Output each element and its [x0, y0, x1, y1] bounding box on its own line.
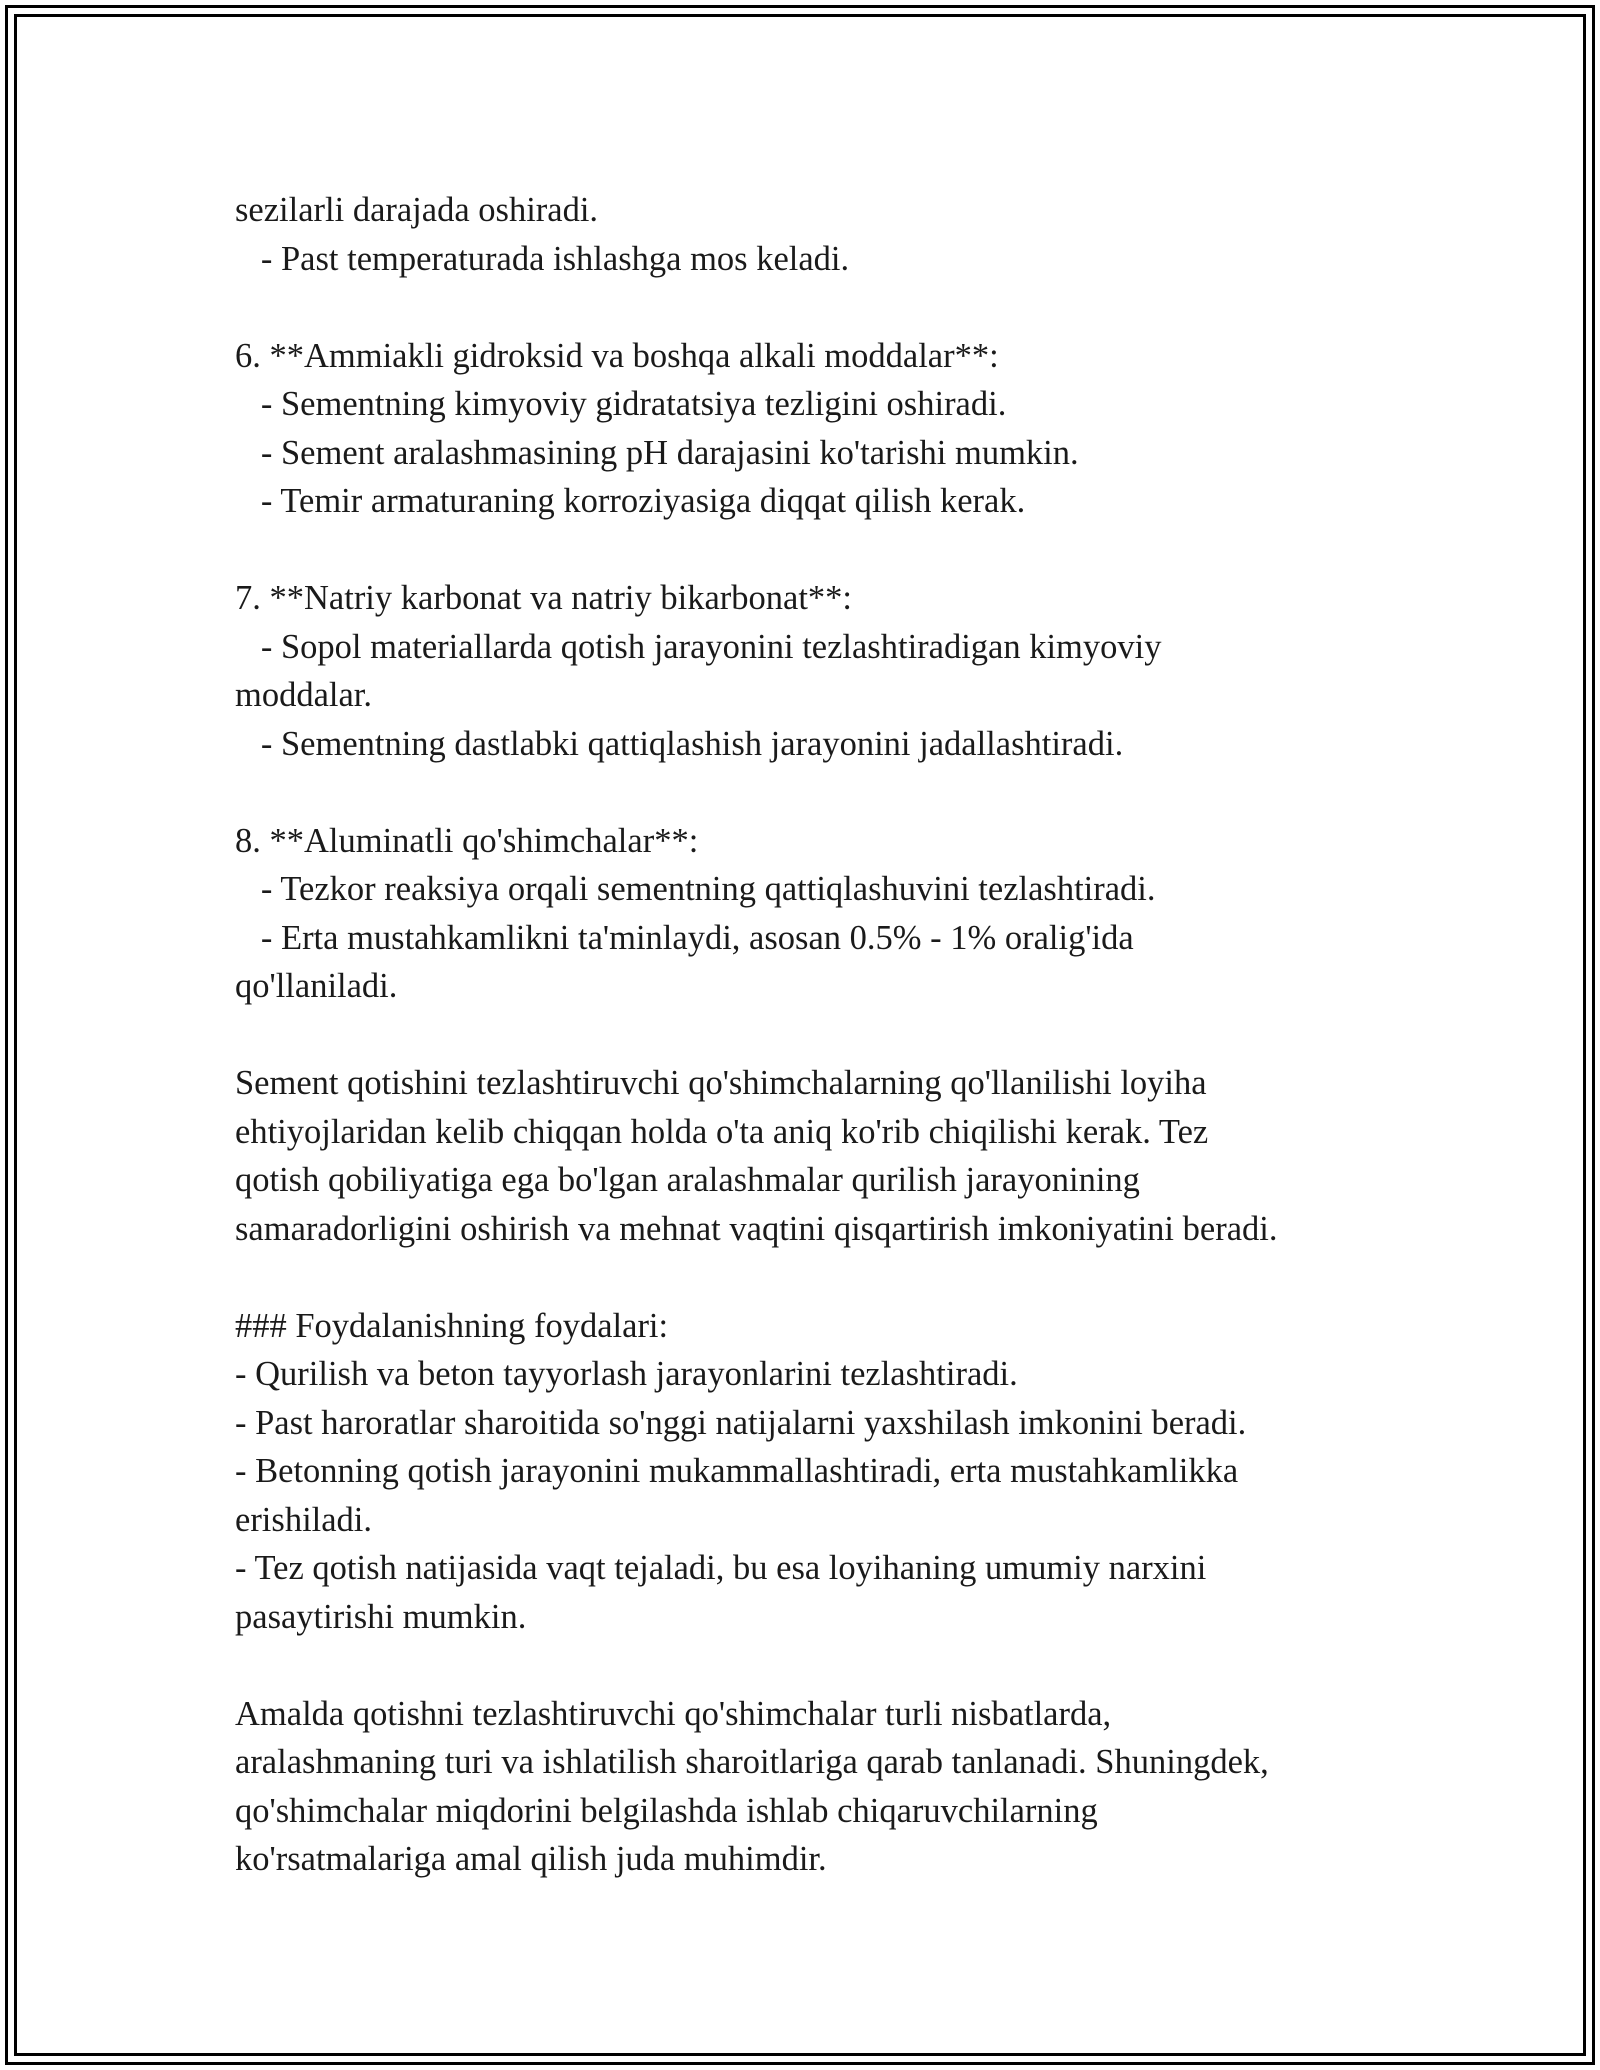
- text-line: ### Foydalanishning foydalari:: [235, 1306, 669, 1345]
- text-line: - Sopol materiallarda qotish jarayonini tezlashtiradigan kimyoviy: [235, 627, 1162, 666]
- text-line: - Qurilish va beton tayyorlash jarayonlarini tezlashtiradi.: [235, 1355, 1018, 1393]
- blank-line: [235, 1641, 1395, 1690]
- text-line: 7. **Natriy karbonat va natriy bikarbonat**:: [235, 579, 852, 617]
- text-line: - Sementning kimyoviy gidratatsiya tezligini oshiradi.: [235, 385, 1007, 423]
- text-line: - Erta mustahkamlikni ta'minlaydi, asosan 0.5% - 1% oralig'ida: [235, 918, 1134, 957]
- text-line: qotish qobiliyatiga ega bo'lgan aralashmalar qurilish jarayonining: [235, 1161, 1140, 1199]
- text-line: - Tez qotish natijasida vaqt tejaladi, bu esa loyihaning umumiy narxini: [235, 1549, 1207, 1587]
- text-line: - Tezkor reaksiya orqali sementning qattiqlashuvini tezlashtiradi.: [235, 870, 1156, 908]
- text-line: moddalar.: [235, 676, 373, 714]
- blank-line: [235, 526, 1395, 575]
- text-line: ko'rsatmalariga amal qilish juda muhimdir.: [235, 1840, 827, 1878]
- document-body: [235, 186, 1395, 1884]
- text-line: ehtiyojlaridan kelib chiqqan holda o'ta aniq ko'rib chiqilishi kerak. Tez: [235, 1112, 1209, 1151]
- text-line: Amalda qotishni tezlashtiruvchi qo'shimchalar turli nisbatlarda,: [235, 1694, 1112, 1733]
- text-line: qo'shimchalar miqdorini belgilashda ishlab chiqaruvchilarning: [235, 1791, 1098, 1830]
- blank-line: [235, 768, 1395, 817]
- text-line: - Sement aralashmasining pH darajasini ko'tarishi mumkin.: [235, 433, 1079, 472]
- text-line: erishiladi.: [235, 1500, 373, 1539]
- text-line: aralashmaning turi va ishlatilish sharoitlariga qarab tanlanadi. Shuningdek,: [235, 1743, 1269, 1781]
- text-line: sezilarli darajada oshiradi.: [235, 191, 599, 229]
- text-line: - Temir armaturaning korroziyasiga diqqat qilish kerak.: [235, 482, 1026, 520]
- text-line: - Past haroratlar sharoitida so'nggi natijalarni yaxshilash imkonini beradi.: [235, 1403, 1247, 1442]
- blank-line: [235, 283, 1395, 332]
- text-line: 8. **Aluminatli qo'shimchalar**:: [235, 821, 699, 860]
- text-line: - Past temperaturada ishlashga mos keladi.: [235, 239, 850, 278]
- blank-line: [235, 1253, 1395, 1302]
- text-line: Sement qotishini tezlashtiruvchi qo'shimchalarning qo'llanilishi loyiha: [235, 1064, 1207, 1102]
- text-line: 6. **Ammiakli gidroksid va boshqa alkali moddalar**:: [235, 336, 999, 375]
- blank-line: [235, 1011, 1395, 1060]
- text-line: - Sementning dastlabki qattiqlashish jarayonini jadallashtiradi.: [235, 724, 1124, 763]
- text-line: qo'llaniladi.: [235, 967, 398, 1005]
- text-line: pasaytirishi mumkin.: [235, 1597, 527, 1636]
- text-line: - Betonning qotish jarayonini mukammallashtiradi, erta mustahkamlikka: [235, 1452, 1239, 1490]
- text-line: samaradorligini oshirish va mehnat vaqtini qisqartirish imkoniyatini beradi.: [235, 1209, 1278, 1248]
